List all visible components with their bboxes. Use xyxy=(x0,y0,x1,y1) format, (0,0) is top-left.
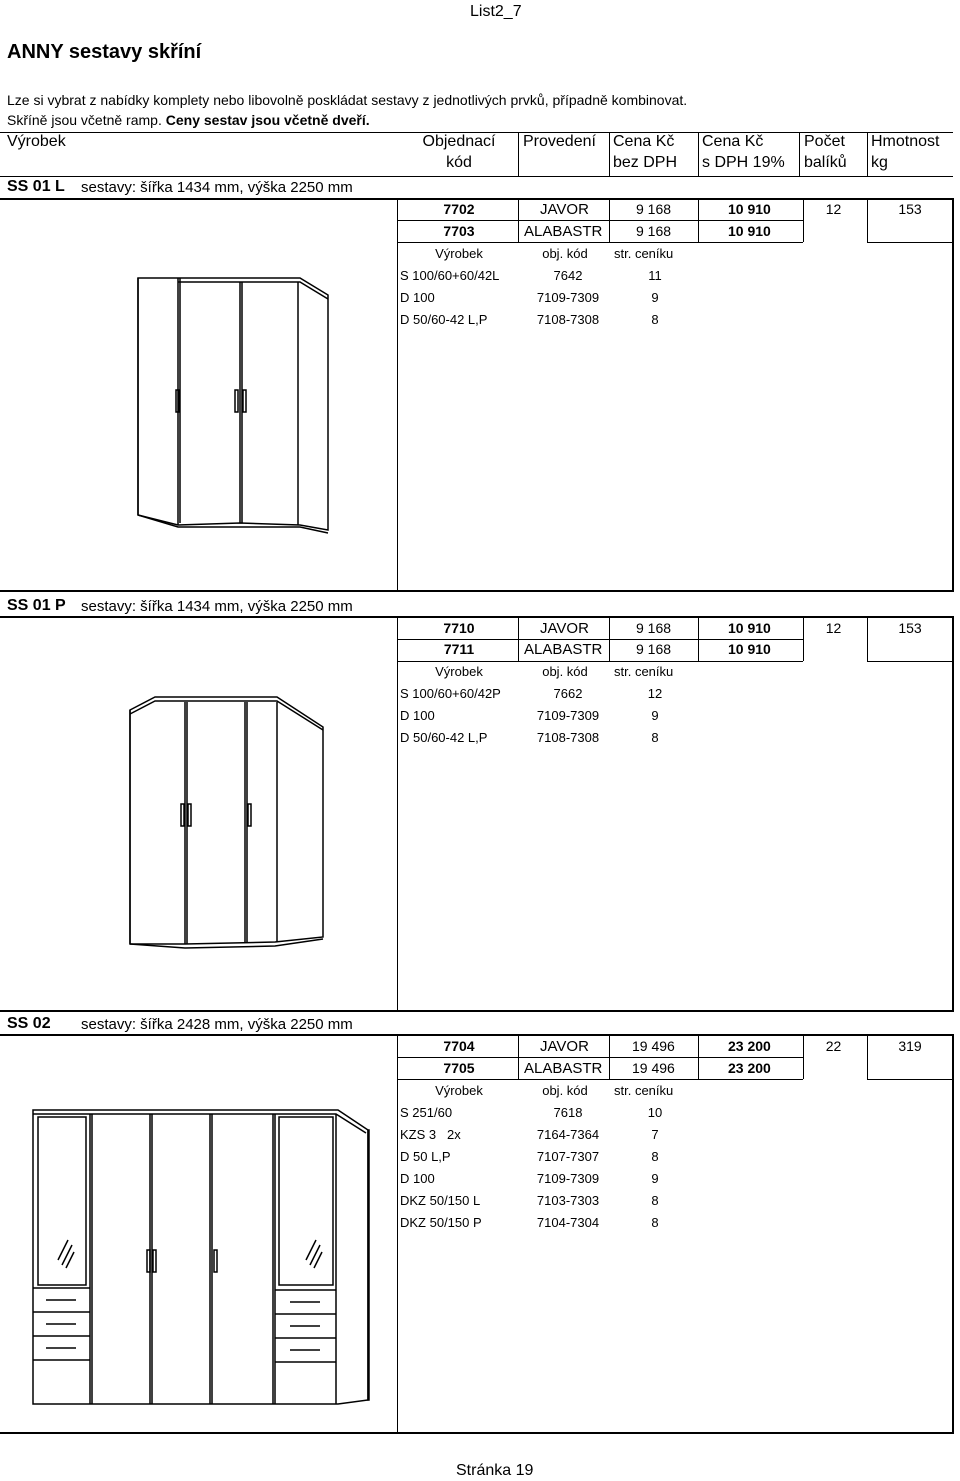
section-1-packages: 12 xyxy=(825,201,842,217)
component-code: 7109-7309 xyxy=(536,1171,600,1186)
component-page: 8 xyxy=(651,1193,659,1208)
sheet-name: List2_7 xyxy=(470,3,522,20)
component-code: 7164-7364 xyxy=(536,1127,600,1142)
component-product: D 100 xyxy=(400,708,435,723)
component-code: 7642 xyxy=(553,268,583,283)
section-2-packages: 12 xyxy=(825,620,842,636)
components-header-page: str. ceníku xyxy=(614,1083,674,1098)
component-product: D 100 xyxy=(400,290,435,305)
component-code: 7109-7309 xyxy=(536,290,600,305)
header-packages-2: balíků xyxy=(804,154,847,171)
components-header-product: Výrobek xyxy=(435,1083,483,1098)
component-code: 7107-7307 xyxy=(536,1149,600,1164)
component-page: 11 xyxy=(648,268,662,283)
variant-price-net: 9 168 xyxy=(636,620,672,636)
component-code: 7662 xyxy=(553,686,583,701)
page-title: ANNY sestavy skříní xyxy=(7,41,202,63)
intro-ramps-note: Skříně jsou včetně ramp. xyxy=(7,112,162,128)
components-header-code: obj. kód xyxy=(542,664,588,679)
variant-code: 7711 xyxy=(443,641,475,657)
header-price-net-1: Cena Kč xyxy=(613,133,675,150)
variant-price-net: 19 496 xyxy=(632,1038,675,1054)
variant-finish: JAVOR xyxy=(540,201,589,218)
variant-finish: JAVOR xyxy=(540,1038,589,1055)
component-page: 12 xyxy=(647,686,663,701)
section-3-packages: 22 xyxy=(825,1038,842,1054)
wardrobe-ss01l-drawing xyxy=(130,275,330,535)
header-packages-1: Počet xyxy=(804,133,845,150)
component-page: 10 xyxy=(647,1105,663,1120)
component-code: 7109-7309 xyxy=(536,708,600,723)
variant-price-net: 9 168 xyxy=(636,641,672,657)
component-product: D 50/60-42 L,P xyxy=(400,730,488,745)
section-1-code: SS 01 L xyxy=(7,178,65,195)
components-header-code: obj. kód xyxy=(542,246,588,261)
variant-finish: ALABASTR xyxy=(524,223,603,240)
component-product: KZS 3 2x xyxy=(400,1127,461,1142)
header-weight-2: kg xyxy=(871,154,888,171)
component-page: 8 xyxy=(651,312,659,327)
components-header-page: str. ceníku xyxy=(614,246,674,261)
components-header-page: str. ceníku xyxy=(614,664,674,679)
components-header-product: Výrobek xyxy=(435,664,483,679)
variant-price-vat: 10 910 xyxy=(728,223,771,239)
component-page: 9 xyxy=(651,708,659,723)
intro-price-note: Ceny sestav jsou včetně dveří. xyxy=(165,112,370,128)
header-order-code-1: Objednací xyxy=(422,133,496,150)
component-product: S 251/60 xyxy=(400,1105,453,1120)
section-1-description: sestavy: šířka 1434 mm, výška 2250 mm xyxy=(81,179,353,196)
section-2-code: SS 01 P xyxy=(7,597,66,614)
variant-price-vat: 23 200 xyxy=(728,1038,771,1054)
variant-finish: ALABASTR xyxy=(524,1060,603,1077)
component-page: 9 xyxy=(651,1171,659,1186)
component-product: S 100/60+60/42P xyxy=(400,686,501,701)
component-product: D 100 xyxy=(400,1171,435,1186)
wardrobe-ss01p-drawing xyxy=(125,692,330,952)
intro-line-2 xyxy=(7,112,370,128)
component-product: S 100/60+60/42L xyxy=(400,268,500,283)
component-product: DKZ 50/150 P xyxy=(400,1215,482,1230)
header-finish: Provedení xyxy=(523,133,596,150)
component-page: 8 xyxy=(651,730,659,745)
header-price-net-2: bez DPH xyxy=(613,154,678,171)
component-page: 8 xyxy=(651,1149,659,1164)
component-code: 7108-7308 xyxy=(536,730,600,745)
variant-code: 7703 xyxy=(443,223,475,239)
intro-line-1: Lze si vybrat z nabídky komplety nebo libovolně poskládat sestavy z jednotlivých prvků, případně kombinovat. xyxy=(7,92,688,108)
header-price-vat-2: s DPH 19% xyxy=(702,154,785,171)
variant-price-vat: 10 910 xyxy=(728,641,771,657)
variant-price-net: 9 168 xyxy=(636,223,672,239)
component-product: DKZ 50/150 L xyxy=(400,1193,481,1208)
variant-code: 7710 xyxy=(443,620,475,636)
component-page: 7 xyxy=(651,1127,659,1142)
section-1-weight: 153 xyxy=(898,201,922,217)
components-header-code: obj. kód xyxy=(542,1083,588,1098)
variant-price-net: 19 496 xyxy=(632,1060,675,1076)
section-2-weight: 153 xyxy=(898,620,922,636)
variant-price-vat: 10 910 xyxy=(728,201,771,217)
component-product: D 50 L,P xyxy=(400,1149,451,1164)
component-page: 8 xyxy=(651,1215,659,1230)
components-header-product: Výrobek xyxy=(435,246,483,261)
component-code: 7103-7303 xyxy=(536,1193,600,1208)
page-footer: Stránka 19 xyxy=(456,1462,534,1479)
variant-code: 7704 xyxy=(443,1038,475,1054)
component-code: 7618 xyxy=(553,1105,583,1120)
variant-price-vat: 23 200 xyxy=(728,1060,771,1076)
section-2-description: sestavy: šířka 1434 mm, výška 2250 mm xyxy=(81,598,353,615)
header-weight-1: Hmotnost xyxy=(871,133,940,150)
section-3-weight: 319 xyxy=(898,1038,922,1054)
wardrobe-ss02-drawing xyxy=(28,1100,373,1420)
component-code: 7104-7304 xyxy=(536,1215,600,1230)
variant-price-net: 9 168 xyxy=(636,201,672,217)
component-page: 9 xyxy=(651,290,659,305)
variant-code: 7705 xyxy=(443,1060,475,1076)
header-order-code-2: kód xyxy=(446,154,472,171)
variant-code: 7702 xyxy=(443,201,475,217)
header-price-vat-1: Cena Kč xyxy=(702,133,764,150)
header-product: Výrobek xyxy=(7,133,66,150)
component-code: 7108-7308 xyxy=(536,312,600,327)
section-3-code: SS 02 xyxy=(7,1015,51,1032)
variant-finish: JAVOR xyxy=(540,620,589,637)
component-product: D 50/60-42 L,P xyxy=(400,312,488,327)
variant-price-vat: 10 910 xyxy=(728,620,771,636)
section-3-description: sestavy: šířka 2428 mm, výška 2250 mm xyxy=(81,1016,353,1033)
variant-finish: ALABASTR xyxy=(524,641,603,658)
